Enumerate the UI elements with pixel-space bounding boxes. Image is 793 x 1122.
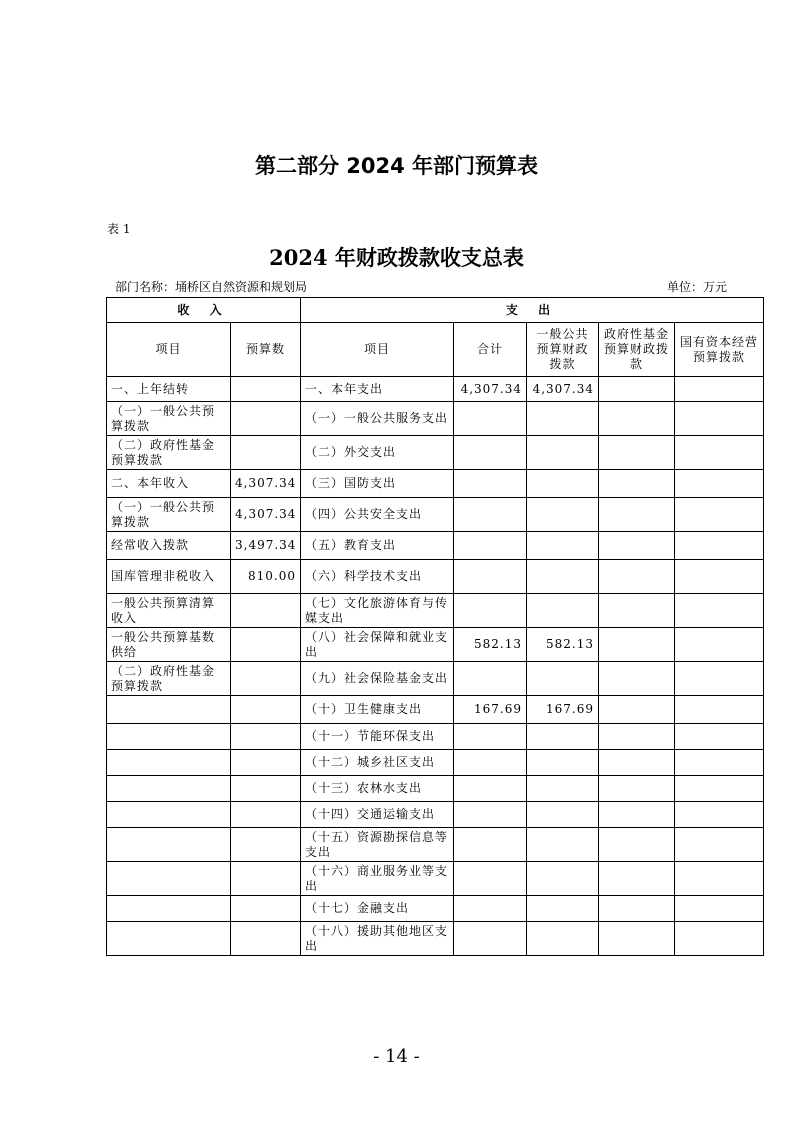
expense-item-cell: （十）卫生健康支出 [301, 696, 454, 724]
general-budget-cell [527, 402, 599, 436]
total-cell [454, 560, 527, 594]
general-budget-cell [527, 724, 599, 750]
income-amount-cell [231, 750, 301, 776]
income-item-cell [107, 776, 231, 802]
income-item-cell: （一）一般公共预算拨款 [107, 402, 231, 436]
expense-item-cell: （二）外交支出 [301, 436, 454, 470]
income-amount-cell: 810.00 [231, 560, 301, 594]
total-cell: 4,307.34 [454, 377, 527, 402]
income-item-cell: （二）政府性基金预算拨款 [107, 436, 231, 470]
table-row [107, 896, 764, 922]
general-budget-cell [527, 862, 599, 896]
col-header-total: 合计 [454, 323, 527, 377]
table-row [107, 377, 764, 402]
table-title: 2024 年财政拨款收支总表 [269, 245, 524, 270]
expense-item-cell: （十八）援助其他地区支出 [301, 922, 454, 956]
general-budget-cell [527, 896, 599, 922]
general-budget-cell [527, 436, 599, 470]
fund-budget-cell [599, 436, 675, 470]
general-budget-cell [527, 802, 599, 828]
table-row [107, 696, 764, 724]
expense-item-cell: （十七）金融支出 [301, 896, 454, 922]
fund-budget-cell [599, 828, 675, 862]
general-budget-cell [527, 532, 599, 560]
expense-item-cell: （五）教育支出 [301, 532, 454, 560]
expense-item-cell: （八）社会保障和就业支出 [301, 628, 454, 662]
state-capital-cell [675, 560, 764, 594]
state-capital-cell [675, 402, 764, 436]
income-item-cell: 经常收入拨款 [107, 532, 231, 560]
fund-budget-cell [599, 922, 675, 956]
fund-budget-cell [599, 560, 675, 594]
income-amount-cell [231, 377, 301, 402]
state-capital-cell [675, 594, 764, 628]
income-item-cell: 一、上年结转 [107, 377, 231, 402]
income-item-cell [107, 896, 231, 922]
state-capital-cell [675, 377, 764, 402]
total-cell: 582.13 [454, 628, 527, 662]
total-cell [454, 922, 527, 956]
table-row [107, 498, 764, 532]
state-capital-cell [675, 896, 764, 922]
table-row [107, 436, 764, 470]
general-budget-cell [527, 922, 599, 956]
fund-budget-cell [599, 498, 675, 532]
general-budget-cell [527, 594, 599, 628]
total-cell [454, 862, 527, 896]
expense-header: 支 出 [301, 298, 764, 323]
state-capital-cell [675, 628, 764, 662]
fund-budget-cell [599, 776, 675, 802]
income-item-cell: 国库管理非税收入 [107, 560, 231, 594]
general-budget-cell [527, 470, 599, 498]
state-capital-cell [675, 724, 764, 750]
table-row [107, 470, 764, 498]
expense-item-cell: （一）一般公共服务支出 [301, 402, 454, 436]
income-amount-cell: 4,307.34 [231, 470, 301, 498]
table-row [107, 662, 764, 696]
total-cell [454, 776, 527, 802]
total-cell [454, 662, 527, 696]
expense-item-cell: （十三）农林水支出 [301, 776, 454, 802]
table-number: 表 1 [107, 222, 131, 236]
col-header-budget: 预算数 [231, 323, 301, 377]
state-capital-cell [675, 470, 764, 498]
state-capital-cell [675, 532, 764, 560]
total-cell [454, 802, 527, 828]
income-amount-cell [231, 802, 301, 828]
income-amount-cell [231, 594, 301, 628]
general-budget-cell [527, 498, 599, 532]
income-item-cell: 一般公共预算清算收入 [107, 594, 231, 628]
expense-item-cell: （十四）交通运输支出 [301, 802, 454, 828]
col-header-item: 项目 [301, 323, 454, 377]
income-amount-cell [231, 696, 301, 724]
fund-budget-cell [599, 750, 675, 776]
fund-budget-cell [599, 532, 675, 560]
table-row [107, 724, 764, 750]
expense-item-cell: （四）公共安全支出 [301, 498, 454, 532]
income-item-cell: （二）政府性基金预算拨款 [107, 662, 231, 696]
income-amount-cell [231, 724, 301, 750]
income-amount-cell [231, 436, 301, 470]
table-row [107, 532, 764, 560]
total-cell [454, 498, 527, 532]
general-budget-cell: 582.13 [527, 628, 599, 662]
table-row [107, 802, 764, 828]
income-item-cell: （一）一般公共预算拨款 [107, 498, 231, 532]
general-budget-cell: 4,307.34 [527, 377, 599, 402]
col-header-general: 一般公共预算财政拨款 [527, 323, 599, 377]
income-item-cell: 二、本年收入 [107, 470, 231, 498]
total-cell [454, 724, 527, 750]
general-budget-cell [527, 560, 599, 594]
table-row [107, 560, 764, 594]
expense-item-cell: （九）社会保险基金支出 [301, 662, 454, 696]
state-capital-cell [675, 828, 764, 862]
table-row [107, 594, 764, 628]
table-body [107, 377, 764, 956]
total-cell [454, 436, 527, 470]
expense-item-cell: （十六）商业服务业等支出 [301, 862, 454, 896]
income-amount-cell [231, 662, 301, 696]
department-name: 部门名称：埇桥区自然资源和规划局 [115, 280, 308, 294]
income-amount-cell: 4,307.34 [231, 498, 301, 532]
income-item-cell [107, 750, 231, 776]
state-capital-cell [675, 662, 764, 696]
col-header-state: 国有资本经营预算拨款 [675, 323, 764, 377]
state-capital-cell [675, 802, 764, 828]
general-budget-cell [527, 750, 599, 776]
state-capital-cell [675, 436, 764, 470]
expense-item-cell: 一、本年支出 [301, 377, 454, 402]
income-item-cell [107, 828, 231, 862]
total-cell [454, 750, 527, 776]
state-capital-cell [675, 498, 764, 532]
income-amount-cell [231, 828, 301, 862]
income-amount-cell [231, 776, 301, 802]
fund-budget-cell [599, 402, 675, 436]
state-capital-cell [675, 862, 764, 896]
table-row [107, 402, 764, 436]
income-amount-cell [231, 922, 301, 956]
fund-budget-cell [599, 470, 675, 498]
col-header-item: 项目 [107, 323, 231, 377]
income-item-cell: 一般公共预算基数供给 [107, 628, 231, 662]
total-cell [454, 470, 527, 498]
general-budget-cell: 167.69 [527, 696, 599, 724]
income-amount-cell [231, 862, 301, 896]
expense-item-cell: （十二）城乡社区支出 [301, 750, 454, 776]
fund-budget-cell [599, 696, 675, 724]
total-cell [454, 402, 527, 436]
expense-item-cell: （十五）资源勘探信息等支出 [301, 828, 454, 862]
state-capital-cell [675, 776, 764, 802]
expense-item-cell: （三）国防支出 [301, 470, 454, 498]
total-cell [454, 896, 527, 922]
general-budget-cell [527, 828, 599, 862]
income-item-cell [107, 922, 231, 956]
fund-budget-cell [599, 802, 675, 828]
col-header-fund: 政府性基金预算财政拨款 [599, 323, 675, 377]
total-cell [454, 532, 527, 560]
table-row [107, 776, 764, 802]
expense-item-cell: （十一）节能环保支出 [301, 724, 454, 750]
fund-budget-cell [599, 377, 675, 402]
fund-budget-cell [599, 594, 675, 628]
total-cell: 167.69 [454, 696, 527, 724]
table-row [107, 862, 764, 896]
income-amount-cell [231, 402, 301, 436]
fund-budget-cell [599, 628, 675, 662]
income-amount-cell [231, 628, 301, 662]
budget-table [106, 297, 764, 956]
income-header: 收 入 [107, 298, 301, 323]
income-item-cell [107, 724, 231, 750]
expense-item-cell: （七）文化旅游体育与传媒支出 [301, 594, 454, 628]
fund-budget-cell [599, 724, 675, 750]
state-capital-cell [675, 922, 764, 956]
table-row [107, 922, 764, 956]
table-row [107, 750, 764, 776]
part-title: 第二部分 2024 年部门预算表 [254, 154, 539, 178]
income-amount-cell [231, 896, 301, 922]
fund-budget-cell [599, 862, 675, 896]
fund-budget-cell [599, 896, 675, 922]
income-item-cell [107, 862, 231, 896]
general-budget-cell [527, 776, 599, 802]
expense-item-cell: （六）科学技术支出 [301, 560, 454, 594]
table-row [107, 628, 764, 662]
income-item-cell [107, 696, 231, 724]
state-capital-cell [675, 696, 764, 724]
page-number: - 14 - [373, 1046, 420, 1067]
income-amount-cell: 3,497.34 [231, 532, 301, 560]
income-item-cell [107, 802, 231, 828]
general-budget-cell [527, 662, 599, 696]
unit-label: 单位：万元 [667, 280, 728, 294]
table-row [107, 828, 764, 862]
fund-budget-cell [599, 662, 675, 696]
total-cell [454, 594, 527, 628]
total-cell [454, 828, 527, 862]
state-capital-cell [675, 750, 764, 776]
